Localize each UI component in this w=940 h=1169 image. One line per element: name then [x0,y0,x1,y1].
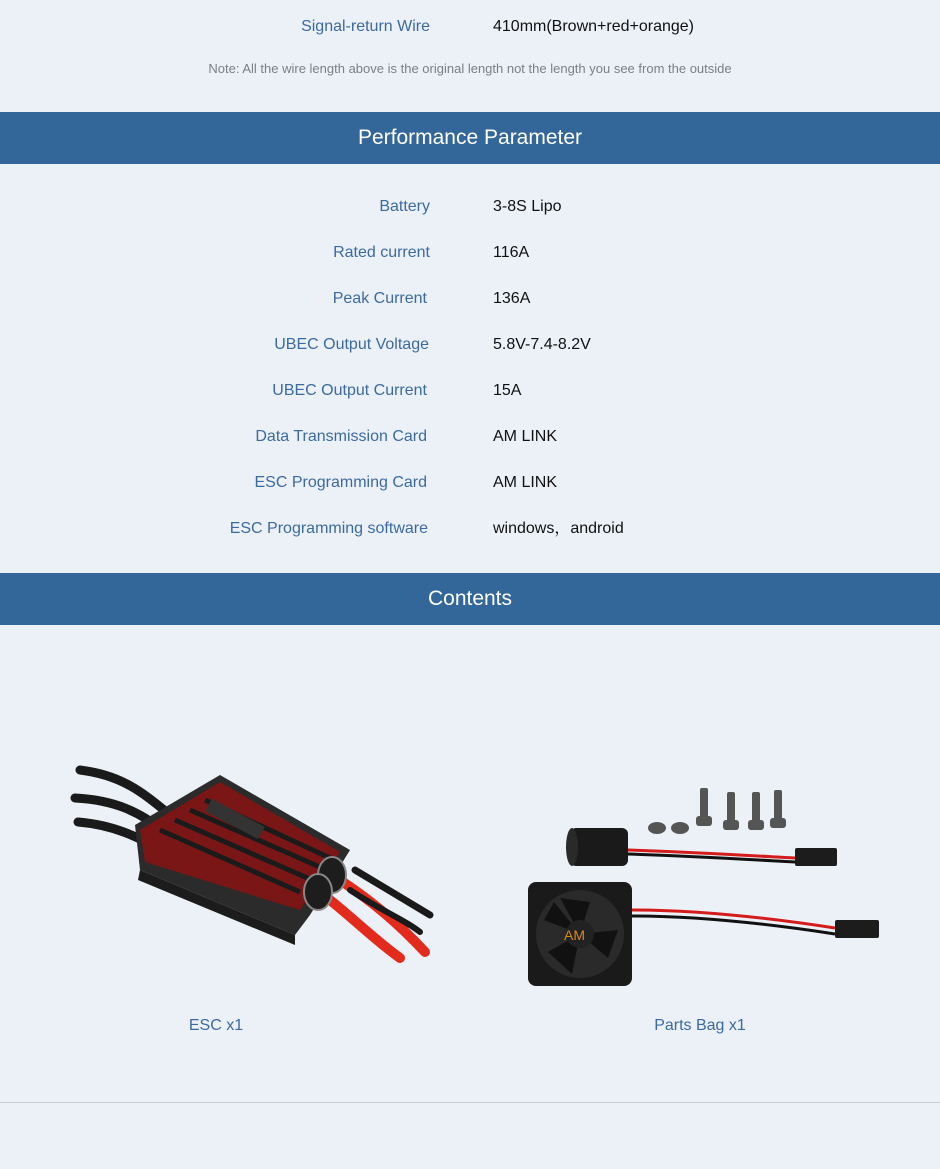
param-value: 15A [493,382,522,399]
param-value: AM LINK [493,428,558,445]
section-divider [0,1102,940,1103]
param-row-data-card [0,425,940,449]
param-value: windows，android [493,520,624,537]
param-value: 5.8V-7.4-8.2V [493,336,591,353]
param-label: Peak Current [332,290,427,307]
svg-text:AM: AM [564,927,585,943]
performance-parameter-banner: Performance Parameter [0,112,940,164]
param-row-ubec-current [0,379,940,403]
param-row-programming-software [0,517,940,541]
param-label: Rated current [333,244,430,261]
param-value: 116A [493,244,530,261]
param-label: Data Transmission Card [255,428,427,445]
esc-caption: ESC x1 [188,1017,244,1034]
param-value: AM LINK [493,474,558,491]
contents-banner: Contents [0,573,940,625]
esc-product-image [60,740,440,970]
signal-return-row [0,15,940,39]
parts-bag-image [520,780,890,995]
param-label: UBEC Output Voltage [274,336,429,353]
parts-bag-caption: Parts Bag x1 [654,1017,746,1034]
param-label: ESC Programming software [229,520,428,537]
param-row-programming-card [0,471,940,495]
param-value: 3-8S Lipo [493,198,562,215]
param-label: UBEC Output Current [272,382,427,399]
param-row-rated-current [0,241,940,265]
signal-return-label: Signal-return Wire [301,18,430,35]
param-value: 136A [493,290,531,307]
param-row-peak-current [0,287,940,311]
param-label: ESC Programming Card [254,474,427,491]
param-row-battery [0,195,940,219]
param-row-ubec-voltage [0,333,940,357]
wire-length-note: Note: All the wire length above is the original length not the length you see from the outside [208,61,732,76]
signal-return-value: 410mm(Brown+red+orange) [493,18,694,35]
param-label: Battery [379,198,430,215]
